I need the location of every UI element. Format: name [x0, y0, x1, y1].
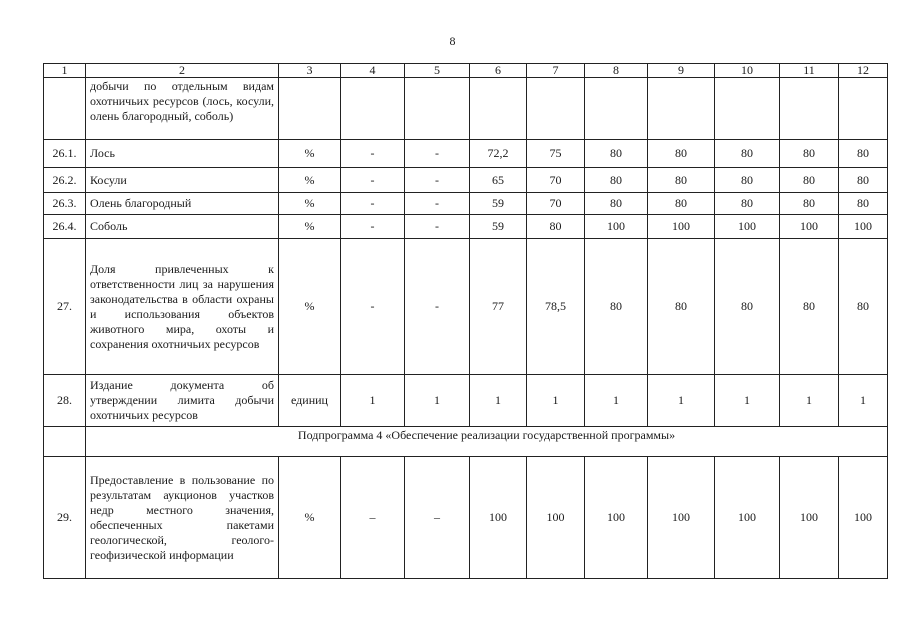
value-cell: 100	[648, 457, 715, 579]
value-cell: 100	[527, 457, 585, 579]
value-cell: -	[341, 168, 405, 193]
value-cell: 75	[527, 140, 585, 168]
value-cell: 70	[527, 193, 585, 215]
value-cell: –	[405, 457, 470, 579]
value-cell: 1	[470, 375, 527, 427]
unit: %	[279, 193, 341, 215]
value-cell: -	[341, 193, 405, 215]
value-cell: 70	[527, 168, 585, 193]
table-row	[44, 215, 888, 239]
unit: %	[279, 140, 341, 168]
value-cell: 80	[648, 140, 715, 168]
table-row	[44, 375, 888, 427]
value-cell: 1	[527, 375, 585, 427]
value-cell: 1	[341, 375, 405, 427]
unit: единиц	[279, 375, 341, 427]
indicator-name: Издание документа об утверждении лимита добычи охотничьих ресурсов	[86, 375, 279, 427]
column-number: 8	[585, 64, 648, 78]
value-cell: 80	[585, 168, 648, 193]
value-cell: 100	[585, 215, 648, 239]
table-row	[44, 168, 888, 193]
row-number: 28.	[44, 375, 86, 427]
value-cell	[648, 78, 715, 140]
value-cell: 72,2	[470, 140, 527, 168]
column-number: 12	[839, 64, 888, 78]
value-cell: 77	[470, 239, 527, 375]
column-number: 11	[780, 64, 839, 78]
value-cell: 80	[780, 168, 839, 193]
value-cell: –	[341, 457, 405, 579]
value-cell: -	[405, 239, 470, 375]
value-cell: 80	[715, 140, 780, 168]
value-cell: 1	[839, 375, 888, 427]
value-cell: 78,5	[527, 239, 585, 375]
indicator-name: Лось	[86, 140, 279, 168]
column-number: 2	[86, 64, 279, 78]
value-cell: 100	[648, 215, 715, 239]
row-number	[44, 427, 86, 457]
value-cell: 80	[780, 140, 839, 168]
value-cell: 80	[648, 239, 715, 375]
row-number: 26.4.	[44, 215, 86, 239]
indicators-table	[43, 63, 888, 579]
value-cell	[585, 78, 648, 140]
table-body	[44, 64, 888, 579]
subprogram-row	[44, 427, 888, 457]
column-number: 10	[715, 64, 780, 78]
row-number: 29.	[44, 457, 86, 579]
value-cell: 80	[839, 239, 888, 375]
indicator-name: Предоставление в пользование по результатам аукционов участков недр местного значения, обеспеченных пакетами геологической, геолого-геофизической информации	[86, 457, 279, 579]
unit: %	[279, 239, 341, 375]
value-cell: 1	[715, 375, 780, 427]
row-number: 26.2.	[44, 168, 86, 193]
value-cell: -	[405, 193, 470, 215]
indicator-name: добычи по отдельным видам охотничьих ресурсов (лось, косули, олень благородный, соболь)	[86, 78, 279, 140]
column-number-header	[44, 64, 888, 78]
value-cell: -	[405, 168, 470, 193]
column-number: 7	[527, 64, 585, 78]
value-cell: 100	[715, 215, 780, 239]
value-cell: 65	[470, 168, 527, 193]
value-cell: 59	[470, 215, 527, 239]
value-cell: -	[341, 215, 405, 239]
value-cell	[341, 78, 405, 140]
value-cell: 100	[715, 457, 780, 579]
value-cell	[527, 78, 585, 140]
value-cell: 100	[839, 215, 888, 239]
value-cell: 59	[470, 193, 527, 215]
table-row	[44, 457, 888, 579]
row-number: 26.3.	[44, 193, 86, 215]
table-row	[44, 239, 888, 375]
unit: %	[279, 457, 341, 579]
value-cell	[470, 78, 527, 140]
value-cell: 100	[839, 457, 888, 579]
column-number: 9	[648, 64, 715, 78]
value-cell: 100	[585, 457, 648, 579]
value-cell: 1	[780, 375, 839, 427]
value-cell: 80	[648, 193, 715, 215]
indicator-name: Доля привлеченных к ответственности лиц за нарушения законодательства в области охраны и использования объектов животного мира, охоты и сохранения охотничьих ресурсов	[86, 239, 279, 375]
value-cell: -	[405, 140, 470, 168]
column-number: 5	[405, 64, 470, 78]
value-cell	[839, 78, 888, 140]
value-cell: 1	[405, 375, 470, 427]
value-cell: 1	[585, 375, 648, 427]
value-cell: 100	[470, 457, 527, 579]
table-row	[44, 140, 888, 168]
value-cell: 80	[715, 239, 780, 375]
value-cell	[780, 78, 839, 140]
subprogram-title: Подпрограмма 4 «Обеспечение реализации государственной программы»	[86, 427, 888, 457]
value-cell: 80	[839, 193, 888, 215]
value-cell: 80	[527, 215, 585, 239]
value-cell: 80	[648, 168, 715, 193]
value-cell: 100	[780, 215, 839, 239]
column-number: 6	[470, 64, 527, 78]
value-cell: 80	[585, 140, 648, 168]
value-cell: 80	[585, 193, 648, 215]
indicator-name: Соболь	[86, 215, 279, 239]
column-number: 1	[44, 64, 86, 78]
value-cell	[715, 78, 780, 140]
value-cell: -	[341, 239, 405, 375]
value-cell: -	[341, 140, 405, 168]
value-cell: 100	[780, 457, 839, 579]
table-row	[44, 78, 888, 140]
value-cell: 80	[839, 140, 888, 168]
value-cell	[405, 78, 470, 140]
value-cell: 80	[585, 239, 648, 375]
column-number: 3	[279, 64, 341, 78]
value-cell: 80	[715, 168, 780, 193]
row-number: 26.1.	[44, 140, 86, 168]
table-row	[44, 193, 888, 215]
value-cell: 80	[780, 193, 839, 215]
value-cell: 1	[648, 375, 715, 427]
indicator-name: Косули	[86, 168, 279, 193]
value-cell: 80	[839, 168, 888, 193]
page-number: 8	[449, 34, 456, 48]
value-cell: 80	[780, 239, 839, 375]
unit: %	[279, 168, 341, 193]
row-number: 27.	[44, 239, 86, 375]
unit	[279, 78, 341, 140]
column-number: 4	[341, 64, 405, 78]
unit: %	[279, 215, 341, 239]
row-number	[44, 78, 86, 140]
value-cell: 80	[715, 193, 780, 215]
value-cell: -	[405, 215, 470, 239]
indicator-name: Олень благородный	[86, 193, 279, 215]
